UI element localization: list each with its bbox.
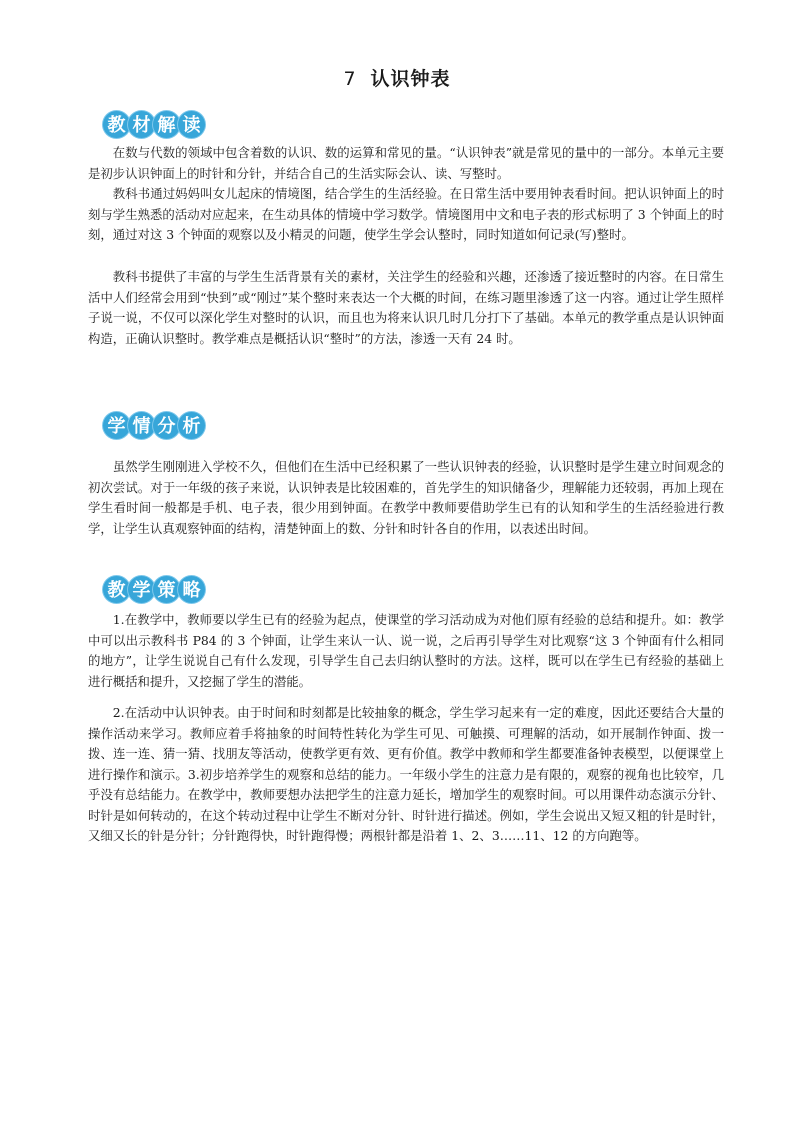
heading-char: 情 [128, 412, 155, 439]
heading-char: 策 [153, 576, 180, 603]
heading-char: 析 [178, 412, 205, 439]
section-heading-textbook-reading [103, 108, 203, 140]
paragraph: 在数与代数的领域中包含着数的认识、数的运算和常见的量。“认识钟表”就是常见的量中的一部分。本单元主要是初步认识钟面上的时针和分针，并结合自己的生活实际会认、读、写整时。 [88, 145, 724, 181]
paragraph: 虽然学生刚刚进入学校不久，但他们在生活中已经积累了一些认识钟表的经验，认识整时是学生建立时间观念的初次尝试。对于一年级的孩子来说，认识钟表是比较困难的，首先学生的知识储备少，理解能力还较弱，再加上现在学生看时间一般都是手机、电子表，很少用到钟面。在教学中教师要借助学生已有的认知和学生的生活经验进行教学，让学生认真观察钟面的结构，清楚钟面上的数、分针和时针各自的作用，以表述出时间。 [88, 459, 724, 536]
heading-char: 教 [103, 576, 130, 603]
heading-char: 略 [178, 576, 205, 603]
heading-char: 分 [153, 412, 180, 439]
heading-char: 教 [103, 111, 130, 138]
heading-char: 学 [128, 576, 155, 603]
heading-char: 解 [153, 111, 180, 138]
paragraph: 教科书通过妈妈叫女儿起床的情境图，结合学生的生活经验。在日常生活中要用钟表看时间。把认识钟面上的时刻与学生熟悉的活动对应起来，在生动具体的情境中学习数学。情境图用中文和电子表的形式标明了 3 个钟面上的时刻，通过对这 3 个钟面的观察以及小精灵的问题，使学生学会认整时，同时知道如何记录(写)整时。 [88, 186, 724, 242]
heading-char: 读 [178, 111, 205, 138]
heading-char: 学 [103, 412, 130, 439]
title-text: 认识钟表 [370, 68, 451, 90]
paragraph: 教科书提供了丰富的与学生生活背景有关的素材，关注学生的经验和兴趣，还渗透了接近整时的内容。在日常生活中人们经常会用到“快到”或“刚过”某个整时来表达一个大概的时间，在练习题里渗透了这一内容。通过让学生照样子说一说，不仅可以深化学生对整时的认识，而且也为将来认识几时几分打下了基础。本单元的教学重点是认识钟面构造，正确认识整时。教学难点是概括认识“整时”的方法，渗透一天有 24 时。 [88, 269, 724, 346]
heading-char: 材 [128, 111, 155, 138]
page-title [0, 64, 794, 91]
paragraph: 2.在活动中认识钟表。由于时间和时刻都是比较抽象的概念，学生学习起来有一定的难度，因此还要结合大量的操作活动来学习。教师应着手将抽象的时间特性转化为学生可见、可触摸、可理解的活动，如开展制作钟面、拨一拨、连一连、猜一猜、找朋友等活动，使教学更有效、更有价值。教学中教师和学生都要准备钟表模型，以便课堂上进行操作和演示。3.初步培养学生的观察和总结的能力。一年级小学生的注意力是有限的，观察的视角也比较窄，几乎没有总结能力。在教学中，教师要想办法把学生的注意力延长，增加学生的观察时间。可以用课件动态演示分针、时针是如何转动的，在这个转动过程中让学生不断对分针、时针进行描述。例如，学生会说出又短又粗的针是时针，又细又长的针是分针；分针跑得快，时针跑得慢；两根针都是沿着 1、2、3……11、12 的方向跑等。 [88, 705, 724, 843]
section-heading-student-analysis [103, 409, 203, 441]
paragraph: 1.在教学中，教师要以学生已有的经验为起点，使课堂的学习活动成为对他们原有经验的总结和提升。如：教学中可以出示教科书 P84 的 3 个钟面，让学生来认一认、说一说，之后再引导学生对比观察“这 3 个钟面有什么相同的地方”，让学生说说自己有什么发现，引导学生自己去归纳认整时的方法。这样，既可以在学生已有经验的基础上进行概括和提升，又挖掘了学生的潜能。 [88, 612, 724, 689]
title-number: 7 [343, 68, 357, 90]
section-heading-teaching-strategy [103, 573, 203, 605]
